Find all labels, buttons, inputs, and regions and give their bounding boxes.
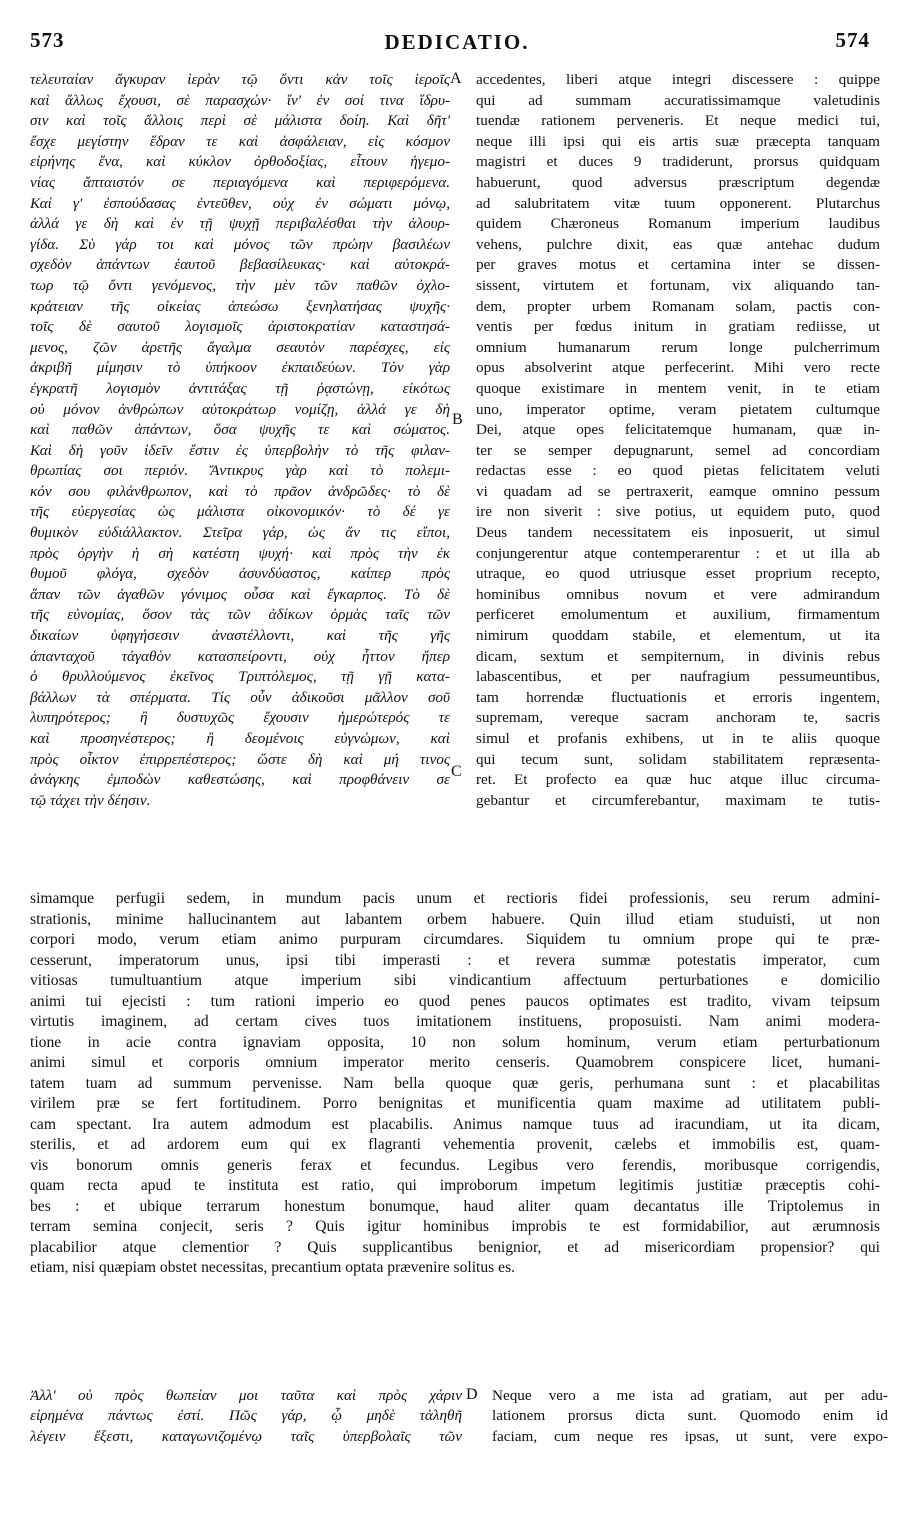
text-line: vehens, pulchre dixit, eas quæ antehac dudum xyxy=(476,235,880,253)
text-line: Deus tandem necessitatem eis inposuerit, ut simul xyxy=(476,524,880,542)
text-line: etiam, nisi quæpiam obstet necessitas, precantium optata prævenire solitus es. xyxy=(30,1259,516,1276)
greek-lower-column xyxy=(30,1386,462,1447)
text-line: uno, imperator optime, veram pietatem cultumque xyxy=(476,400,880,418)
text-line: δικαίων ὑφηγήσεσιν ἀναστέλλοντι, καὶ τῆς γῆς xyxy=(30,627,450,645)
text-line: σχεδὸν ἁπάντων ἑαυτοῦ βεβασίλευκας· καὶ αὐτοκρά- xyxy=(30,256,450,274)
text-line: quam recta apud te instituta est ratio, qui improborum impetum legitimis justitiæ præceptis cohi- xyxy=(30,1177,880,1194)
text-line: λέγειν ἔξεστι, καταγωνιζομένῳ ταῖς ὑπερβολαῖς τῶν xyxy=(30,1427,462,1445)
text-line: hominibus omnibus novum et vere admirandum xyxy=(476,585,880,603)
text-line: ire non siverit : sive potius, ut equidem puto, quod xyxy=(476,503,880,521)
text-line: Dei, atque opes felicitatemque humanam, quæ in- xyxy=(476,421,880,439)
left-page-number: 573 xyxy=(30,28,65,52)
latin-lower-column xyxy=(492,1386,888,1447)
text-line: τωρ τῷ ὄντι γενόμενος, τὴν μὲν τῶν παθῶν ὀχλο- xyxy=(30,276,450,294)
text-line: ter se semper depugnarunt, semel ad concordiam xyxy=(476,441,880,459)
text-line: qui ad summam accuratissimamque valetudinis xyxy=(476,91,880,109)
text-line: Ἀλλ' οὐ πρὸς θωπείαν μοι ταῦτα καὶ πρὸς χάριν xyxy=(30,1387,462,1404)
text-line: πρὸς οἶκτον ἐπιρρεπέστερος; ὥστε δὴ καὶ μή τινος xyxy=(30,750,450,768)
text-line: dem, propter urbem Romanam solam, pactis con- xyxy=(476,297,880,315)
text-line: καὶ ἄλλως ἔχουσι, σὲ παρασχών· ἵν' ἐν σοί τινα ἵδρυ- xyxy=(30,91,450,109)
text-line: καὶ προσηνέστερος; ἢ δεομένοις εὐγνώμων, καὶ xyxy=(30,730,450,747)
text-line: γίδα. Σὺ γάρ τοι καὶ μόνος τῶν πρώην βασιλέων xyxy=(30,235,450,253)
text-line: habuerunt, quod adversus præscriptum degendæ xyxy=(476,173,880,191)
text-line: ὁ θρυλλούμενος ἐκεῖνος Τριπτόλεμος, τῇ γῇ κατα- xyxy=(30,668,450,686)
running-title: DEDICATIO. xyxy=(384,30,530,54)
text-line: κράτειαν τῆς οἰκείας ἀπεώσω ξενηλατήσας ψυχῆς· xyxy=(30,297,450,315)
text-line: ad salubritatem vitæ tuum opponerent. Plutarchus xyxy=(476,194,880,212)
text-line: tuendæ rationem perveneris. Et neque medici tui, xyxy=(476,112,880,130)
text-line: Καί γ' ἐσπούδασας ἐντεῦθεν, οὐχ ἐν σώματι μόνῳ, xyxy=(30,194,450,212)
text-line: θυμικὸν εὐδιάλλακτον. Στεῖρα γάρ, ὡς ἄν τις εἴποι, xyxy=(30,524,450,542)
text-line: vitiosas tumultuantium atque imperium sibi vindicantium affectuum perturbationes e domicilio xyxy=(30,972,880,989)
text-line: εἰρήνης ἕνα, καὶ κύκλον ὀρθοδοξίας, εἶτουν ἡγεμο- xyxy=(30,153,450,171)
text-line: ἐγκρατῆ λογισμὸν ἀντιτάξας τῇ ῥᾳστώνῃ, εἰκότως xyxy=(30,379,450,397)
text-line: ἁπανταχοῦ τἀγαθὸν κατασπείροντι, οὐχ ἧττον ἤπερ xyxy=(30,647,450,665)
text-line: ret. Et profecto ea quæ huc atque illuc circuma- xyxy=(476,771,880,789)
text-line: tione in acie contra ignaviam opposita, 10 non solum hominum, verum etiam perturbationum xyxy=(30,1033,880,1051)
text-line: strationis, minime hallucinantem aut labantem orbem habuere. Quin illud etiam studuisti, ut non xyxy=(30,910,880,928)
text-line: cam spectant. Ira autem admodum est placabilis. Animus namque tuus ad iracundiam, ut ita dicam, xyxy=(30,1115,880,1133)
text-line: sterilis, et ad ardorem eum qui ex flagranti vehementia provenit, cælebs et immobilis est, quam- xyxy=(30,1136,880,1153)
text-line: qui tecum sunt, solidam stabilitatem repræsenta- xyxy=(476,750,880,768)
text-line: animi simul et corporis omnium imperator merito censeris. Quamobrem conspicere licet, humani- xyxy=(30,1054,880,1071)
text-line: θρωπίας σοι περιόν. Ἄντικρυς γὰρ καὶ τὸ πολεμι- xyxy=(30,462,450,480)
text-line: tatem tuam ad summum pervenisse. Nam bella quoque quæ geris, perhumana sunt : et placabilitas xyxy=(30,1074,880,1092)
text-line: ἀλλά γε δὴ καὶ ἐν τῇ ψυχῇ περιβαλέσθαι τὴν ἁλουρ- xyxy=(30,215,450,233)
text-line: Καὶ δὴ γοῦν ἰδεῖν ἔστιν ἐς ὑπερβολὴν τὸ τῆς φιλαν- xyxy=(30,441,450,459)
text-line: θυμοῦ φλόγα, σχεδὸν ἀσυνδύαστος, καίπερ πρὸς xyxy=(30,565,450,583)
text-line: utraque, eo quod utriusque esset proprium recepto, xyxy=(476,565,880,583)
text-line: τοῖς δὲ σαυτοῦ λογισμοῖς ἀριστοκρατίαν καταστησά- xyxy=(30,318,450,336)
text-line: vis bonorum omnis generis ferax et fecundus. Legibus vero ferendis, moribusque corrigendis, xyxy=(30,1156,880,1174)
text-line: virtutis imaginem, ad certam cives tuos imitationem instituens, proposuisti. Nam animi modera- xyxy=(30,1013,880,1030)
text-line: ἀκριβῆ μίμησιν τὸ ὑπήκοον ἐκπαιδεύων. Τὸν γὰρ xyxy=(30,359,450,377)
text-line: τῆς εὐεργεσίας ὡς μάλιστα οἰκονομικόν· τὸ δέ γε xyxy=(30,503,450,521)
text-line: bes : et ubique terrarum honestum bonumque, haud aliter quam decantatus ille Triptolemus in xyxy=(30,1197,880,1215)
text-line: faciam, cum neque res ipsas, ut sunt, vere expo- xyxy=(492,1427,888,1445)
text-line: τῷ τάχει τὴν δέησιν. xyxy=(30,791,151,809)
text-line: σιν καὶ τοῖς ἄλλοις περὶ σὲ μάλιστα δοίη. Καὶ δῆτ' xyxy=(30,112,450,130)
text-line: simul et profanis exhibens, ut in te aliis quoque xyxy=(476,730,880,747)
text-line: εἰρημένα πάντως ἐστί. Πῶς γάρ, ᾧ μηδὲ τἀληθῆ xyxy=(30,1407,462,1425)
greek-column xyxy=(30,70,450,811)
text-line: βάλλων τὰ σπέρματα. Τίς οὖν ἀδικοῦσι μᾶλλον σοῦ xyxy=(30,688,450,706)
text-line: πρὸς ὀργὴν ἡ σὴ κατέστη ψυχή· καὶ πρὸς τὴν ἐκ xyxy=(30,544,450,562)
text-line: nimirum quoddam stabile, et elementum, ut ita xyxy=(476,627,880,645)
text-line: μενος, ζῶν ἀρετῆς ἄγαλμα σεαυτὸν παρέσχες, εἰς xyxy=(30,338,450,356)
text-line: τελευταίαν ἄγκυραν ἱερὰν τῷ ὄντι κἀν τοῖς ἱεροῖς xyxy=(30,71,450,88)
text-line: ἔσχε μεγίστην ἕδραν τε καὶ ἀσφάλειαν, εἰς κόσμον xyxy=(30,132,450,150)
text-line: Neque vero a me ista ad gratiam, aut per adu- xyxy=(492,1387,888,1404)
text-line: νίας ἄπταιστόν σε περιαγόμενα καὶ περιφερόμενα. xyxy=(30,173,450,191)
text-line: magistri et duces 9 tradiderunt, prorsus quidquam xyxy=(476,153,880,171)
text-line: per graves motus et certamina inter se dissen- xyxy=(476,256,880,274)
text-line: perficeret emolumentum et auxilium, firmamentum xyxy=(476,606,880,624)
text-line: terram semina conjecit, seris ? Quis igitur hominibus improbis te est formidabilior, aut ærumnosis xyxy=(30,1218,880,1235)
text-line: omnium humanarum rerum longe pulcherrimum xyxy=(476,338,880,356)
text-line: opus absolverint atque perfecerint. Mihi vero recte xyxy=(476,359,880,377)
text-line: quidem Chæroneus Romanum imperium laudibus xyxy=(476,215,880,233)
margin-mark-b: B xyxy=(452,411,463,428)
text-line: τῆς εὐνομίας, ὅσον τὰς τῶν ἀδίκων ὁρμὰς ταῖς τῶν xyxy=(30,606,450,624)
text-line: lationem prorsus dicta sunt. Quomodo enim id xyxy=(492,1407,888,1425)
text-line: sissent, virtutem et fortunam, vix aliquando tan- xyxy=(476,276,880,294)
text-line: ventis per fœdus initum in gratiam rediisse, ut xyxy=(476,318,880,336)
text-line: redactas esse : eo quod pietas felicitatem veluti xyxy=(476,462,880,480)
text-line: λυπηρότερος; ἢ δυστυχῶς ἔχουσιν ἡμερώτερός τε xyxy=(30,709,450,727)
text-line: καὶ παθῶν ἁπάντων, ὅσα ψυχῆς τε καὶ σώματος. xyxy=(30,421,450,439)
text-line: labascentibus, et per naufragium pessumeuntibus, xyxy=(476,668,880,686)
text-line: ἀνάγκης ἐμποδὼν καθεστώσης, καὶ προφθάνειν σε xyxy=(30,771,450,789)
text-line: quoque existimare in mentem venit, in te etiam xyxy=(476,379,880,397)
text-line: simamque perfugii sedem, in mundum pacis unum et rectioris fidei professionis, seu rerum admini- xyxy=(30,890,880,907)
text-line: cesserunt, imperatorum unus, ipsi tibi imperasti : et revera summæ potestatis imperator, cum xyxy=(30,951,880,969)
margin-mark-d: D xyxy=(466,1386,478,1403)
text-line: placabilior atque clementior ? Quis supplicantibus benignior, et ad misericordiam propensior? qui xyxy=(30,1238,880,1256)
text-line: neque illi ipsi qui eis artis suæ præcepta tanquam xyxy=(476,132,880,150)
text-line: supremam, vereque sacram anchoram te, sacris xyxy=(476,709,880,727)
text-line: dicam, sextum et sempiternum, in divinis rebus xyxy=(476,647,880,665)
text-line: virilem præ se fert fortitudinem. Porro benignitas et munificentia quam maxime ad utilitatem publi- xyxy=(30,1095,880,1112)
latin-column xyxy=(476,70,880,811)
text-line: accedentes, liberi atque integri discessere : quippe xyxy=(476,71,880,88)
text-line: corpori modo, verum etiam animo purpuram circumdares. Siquidem tu omnium prope qui te præ- xyxy=(30,931,880,948)
text-line: οὐ μόνον ἀνθρώπων αὐτοκράτωρ νομίζῃ, ἀλλά γε δὴ xyxy=(30,400,450,418)
margin-mark-c: C xyxy=(451,763,462,780)
text-line: κόν σου φιλάνθρωπον, καὶ τὸ πρᾶον ἀνδρῶδες· τὸ δὲ xyxy=(30,482,450,500)
text-line: animi tui ejecisti : tum rationi imperio eo quod penes paucos optimates est tradito, vivam teipsum xyxy=(30,992,880,1010)
text-line: conjungerentur atque contemperarentur : et ut illa ab xyxy=(476,544,880,562)
right-page-number: 574 xyxy=(835,28,870,52)
text-line: ἅπαν τῶν ἀγαθῶν γόνιμος οὖσα καὶ ἔγκαρπος. Τὸ δὲ xyxy=(30,585,450,603)
full-width-paragraph xyxy=(30,889,880,1279)
text-line: gebantur et circumferebantur, maximam te tutis- xyxy=(476,791,880,809)
text-line: vi quadam ad se pertraxerit, eamque omnino pessum xyxy=(476,482,880,500)
text-line: tam horrendæ fluctuationis et erroris ingentem, xyxy=(476,688,880,706)
margin-mark-a: A xyxy=(450,70,462,87)
